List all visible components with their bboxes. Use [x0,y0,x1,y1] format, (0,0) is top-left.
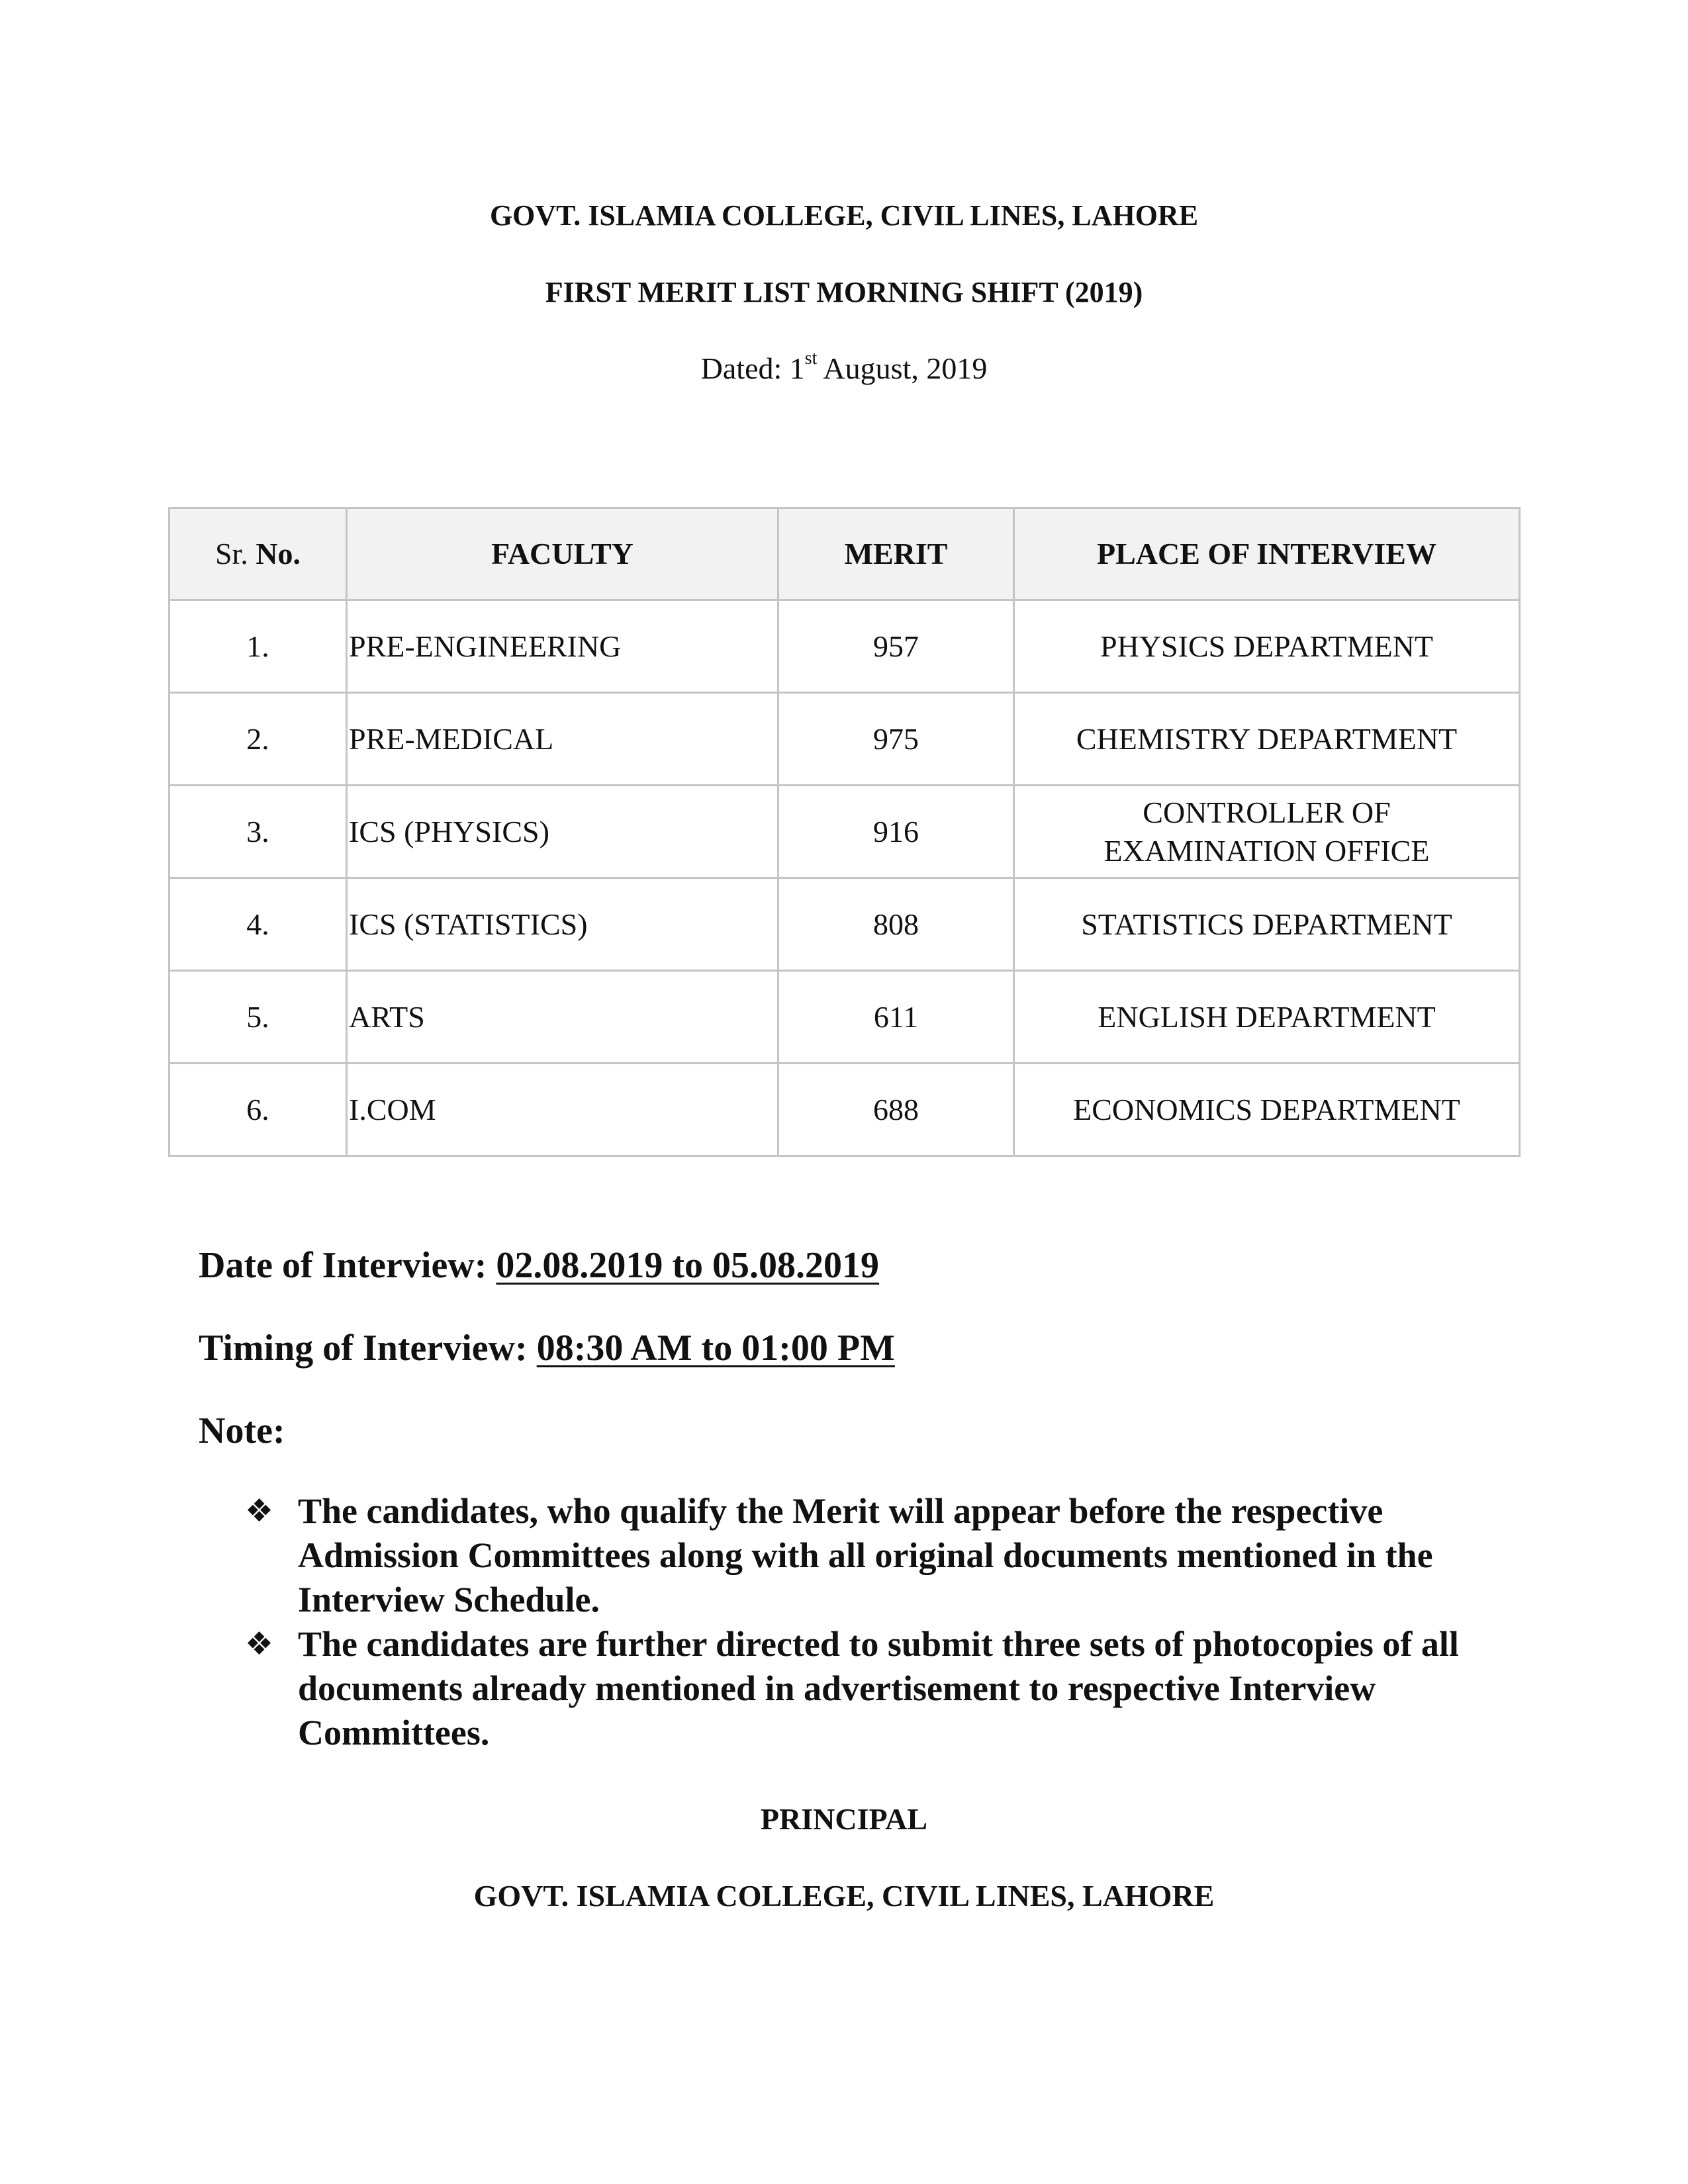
cell-place-line2: EXAMINATION OFFICE [1103,833,1430,868]
table-row [169,600,1520,693]
cell-merit: 916 [778,786,1014,878]
footer-college: GOVT. ISLAMIA COLLEGE, CIVIL LINES, LAHORE [473,1879,1215,1913]
timing-of-interview-value: 08:30 AM to 01:00 PM [536,1328,895,1369]
table-row [169,878,1520,971]
cell-sr: 4. [169,878,347,971]
timing-of-interview [199,1327,895,1369]
dated-superscript: st [804,347,818,369]
cell-faculty: ARTS [347,971,778,1064]
cell-sr: 6. [169,1064,347,1156]
cell-faculty: ICS (STATISTICS) [347,878,778,971]
cell-place: STATISTICS DEPARTMENT [1014,878,1520,971]
table-header-row [169,508,1520,600]
cell-faculty: PRE-ENGINEERING [347,600,778,693]
cell-sr: 2. [169,693,347,786]
header-place: PLACE OF INTERVIEW [1014,508,1520,600]
cell-place: CHEMISTRY DEPARTMENT [1014,693,1520,786]
merit-table [168,507,1521,1157]
date-of-interview-label: Date of Interview: [199,1245,496,1286]
list-item [245,1622,1503,1755]
cell-sr: 5. [169,971,347,1064]
cell-merit: 975 [778,693,1014,786]
header-sr-b: No. [256,537,301,571]
cell-place-line1: CONTROLLER OF [1143,796,1391,829]
timing-of-interview-label: Timing of Interview: [199,1328,537,1369]
cell-merit: 688 [778,1064,1014,1156]
cell-place [1014,786,1520,878]
note-label: Note: [199,1410,285,1451]
note-text: The candidates are further directed to submit three sets of photocopies of all documents already mentioned in advertisement to respective Interview Committees. [298,1624,1459,1752]
cell-faculty: ICS (PHYSICS) [347,786,778,878]
dated-suffix: August, 2019 [817,351,988,385]
signatory: PRINCIPAL [760,1802,928,1836]
table-row [169,1064,1520,1156]
table-row [169,693,1520,786]
cell-merit: 611 [778,971,1014,1064]
dated-prefix: Dated: 1 [700,351,805,385]
college-title: GOVT. ISLAMIA COLLEGE, CIVIL LINES, LAHORE [489,199,1199,232]
note-text: The candidates, who qualify the Merit will appear before the respective Admission Committees along with all original documents mentioned in the Interview Schedule. [298,1491,1433,1619]
diamond-bullet-icon: ❖ [245,1492,274,1529]
header-sr-a: Sr. [214,537,256,571]
date-of-interview [199,1244,879,1287]
cell-merit: 808 [778,878,1014,971]
cell-merit: 957 [778,600,1014,693]
merit-list-title: FIRST MERIT LIST MORNING SHIFT (2019) [545,276,1143,308]
dated-line [0,347,1688,386]
table-row [169,786,1520,878]
list-item [245,1489,1503,1622]
cell-place: ENGLISH DEPARTMENT [1014,971,1520,1064]
cell-sr: 1. [169,600,347,693]
note-list [245,1489,1503,1755]
cell-sr: 3. [169,786,347,878]
cell-place: PHYSICS DEPARTMENT [1014,600,1520,693]
header-merit: MERIT [778,508,1014,600]
date-of-interview-value: 02.08.2019 to 05.08.2019 [496,1245,880,1286]
header-faculty: FACULTY [347,508,778,600]
cell-faculty: PRE-MEDICAL [347,693,778,786]
diamond-bullet-icon: ❖ [245,1625,274,1662]
header-sr-no [169,508,347,600]
table-row [169,971,1520,1064]
cell-place: ECONOMICS DEPARTMENT [1014,1064,1520,1156]
cell-faculty: I.COM [347,1064,778,1156]
